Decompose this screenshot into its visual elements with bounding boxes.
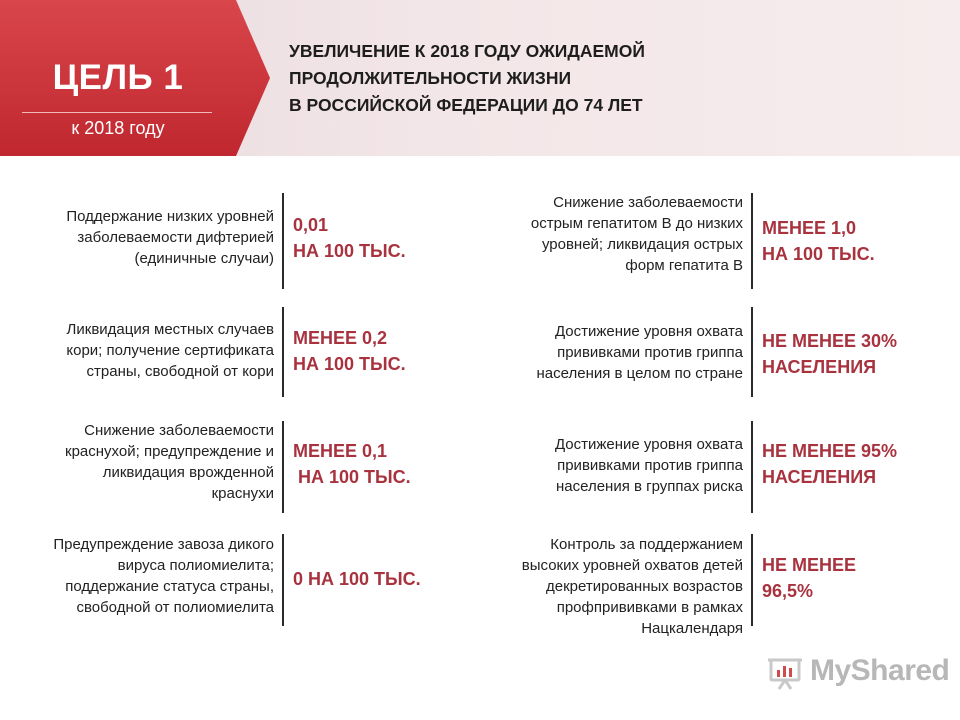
item-value-line: НЕ МЕНЕЕ xyxy=(762,555,857,575)
item-description-line: уровней; ликвидация острых xyxy=(541,236,743,253)
item-description-line: Достижение уровня охвата xyxy=(554,323,743,340)
item-divider xyxy=(751,307,753,397)
item-value-line: НА 100 ТЫС. xyxy=(762,244,875,264)
item-description-line: острым гепатитом В до низких xyxy=(530,215,743,232)
item-value-line: НАСЕЛЕНИЯ xyxy=(762,467,877,487)
item-divider xyxy=(282,193,284,289)
item-description-line: Предупреждение завоза дикого xyxy=(53,536,274,553)
page-title xyxy=(289,38,889,119)
item-description-line: Поддержание низких уровней xyxy=(66,208,274,225)
goal-banner xyxy=(0,0,270,156)
item-description-line: свободной от полиомиелита xyxy=(76,599,274,616)
item-value-line: НА 100 ТЫС. xyxy=(293,354,406,374)
goal-divider xyxy=(22,112,212,113)
item-description-line: краснухи xyxy=(211,485,274,502)
item-divider xyxy=(282,421,284,513)
item-divider xyxy=(282,307,284,397)
item-description-line: населения в целом по стране xyxy=(536,365,743,382)
item-value-line: НА 100 ТЫС. xyxy=(293,467,411,487)
item-divider xyxy=(751,193,753,289)
item-description-line: ликвидация врожденной xyxy=(102,464,274,481)
item-value xyxy=(762,215,875,267)
item-value-line: 0,01 xyxy=(293,215,329,235)
item-value-line: НА 100 ТЫС. xyxy=(293,241,406,261)
item-value-line: 96,5% xyxy=(762,581,814,601)
item-description-line: краснухой; предупреждение и xyxy=(65,443,274,460)
item-divider xyxy=(751,421,753,513)
item-value-line: МЕНЕЕ 1,0 xyxy=(762,218,857,238)
item-value xyxy=(762,552,856,604)
item-description-line: форм гепатита В xyxy=(625,257,743,274)
item-description xyxy=(66,206,274,269)
item-description-line: поддержание статуса страны, xyxy=(65,578,274,595)
item-value xyxy=(293,212,406,264)
item-description-line: декретированных возрастов xyxy=(546,578,743,595)
item-description xyxy=(531,192,743,276)
goal-subtitle: к 2018 году xyxy=(71,118,165,138)
goal-title: ЦЕЛЬ 1 xyxy=(52,58,184,97)
presentation-icon xyxy=(768,656,802,690)
item-value xyxy=(293,566,421,592)
item-description-line: высоких уровней охватов детей xyxy=(521,557,743,574)
item-value xyxy=(293,325,406,377)
item-description-line: Контроль за поддержанием xyxy=(550,536,743,553)
item-value-line: НАСЕЛЕНИЯ xyxy=(762,357,877,377)
item-description xyxy=(53,534,274,618)
logo-text: MyShared xyxy=(810,654,950,687)
item-value-line: МЕНЕЕ 0,1 xyxy=(293,441,388,461)
item-description xyxy=(522,534,743,639)
item-value-line: НЕ МЕНЕЕ 30% xyxy=(762,331,898,351)
item-description-line: прививками против гриппа xyxy=(557,344,743,361)
myshared-logo[interactable] xyxy=(768,654,950,692)
item-description-line: кори; получение сертификата xyxy=(66,342,274,359)
page-title-line: В РОССИЙСКОЙ ФЕДЕРАЦИИ ДО 74 ЛЕТ xyxy=(289,95,643,115)
item-divider xyxy=(751,534,753,626)
item-description-line: вируса полиомиелита; xyxy=(117,557,274,574)
item-description-line: Ликвидация местных случаев xyxy=(66,321,274,338)
item-description-line: страны, свободной от кори xyxy=(86,363,274,380)
item-value-line: МЕНЕЕ 0,2 xyxy=(293,328,388,348)
item-value-line: 0 НА 100 ТЫС. xyxy=(293,569,421,589)
item-description-line: (единичные случаи) xyxy=(134,250,274,267)
item-description-line: Снижение заболеваемости xyxy=(84,422,274,439)
item-description xyxy=(65,420,274,504)
page-title-line: ПРОДОЛЖИТЕЛЬНОСТИ ЖИЗНИ xyxy=(289,68,572,88)
item-value xyxy=(762,328,897,380)
item-value xyxy=(762,438,897,490)
item-value-line: НЕ МЕНЕЕ 95% xyxy=(762,441,898,461)
item-description xyxy=(66,319,274,382)
page-title-line: УВЕЛИЧЕНИЕ К 2018 ГОДУ ОЖИДАЕМОЙ xyxy=(289,41,645,61)
item-description-line: заболеваемости дифтерией xyxy=(77,229,274,246)
item-description-line: Снижение заболеваемости xyxy=(553,194,743,211)
item-description xyxy=(537,321,743,384)
item-description-line: населения в группах риска xyxy=(555,478,743,495)
item-description-line: Достижение уровня охвата xyxy=(554,436,743,453)
item-description xyxy=(555,434,743,497)
item-description-line: профпрививками в рамках xyxy=(556,599,743,616)
item-divider xyxy=(282,534,284,626)
item-description-line: прививками против гриппа xyxy=(557,457,743,474)
item-description-line: Нацкалендаря xyxy=(641,620,743,637)
item-value xyxy=(293,438,411,490)
